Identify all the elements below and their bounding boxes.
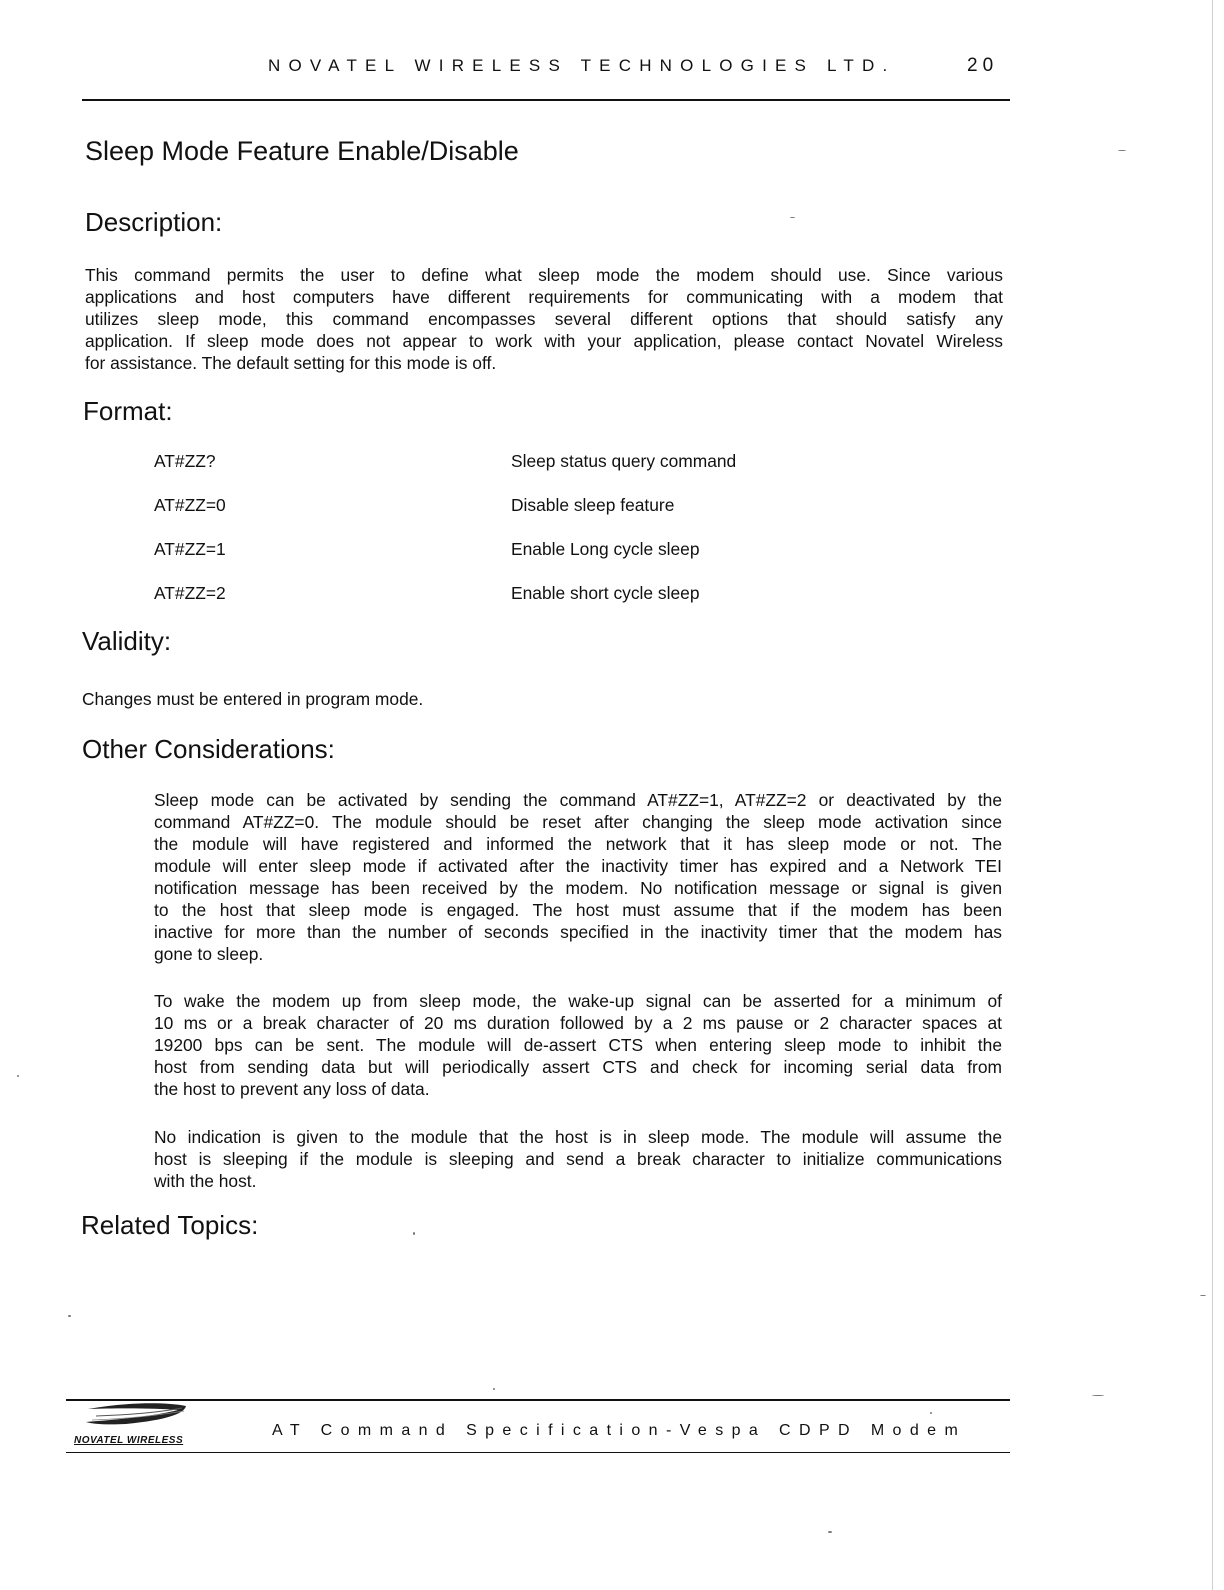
paragraph-line: notification message has been received by the modem. No notification message or signal is given bbox=[154, 878, 1002, 898]
page-number: 20 bbox=[967, 55, 999, 76]
considerations-paragraph bbox=[154, 1126, 1002, 1192]
description-line: This command permits the user to define what sleep mode the modem should use. Since various bbox=[85, 265, 1003, 285]
scan-speck bbox=[1092, 1395, 1104, 1396]
paragraph-line: module will enter sleep mode if activated after the inactivity timer has expired and a Network TEI bbox=[154, 856, 1002, 876]
format-command: AT#ZZ=0 bbox=[154, 495, 226, 515]
format-description: Enable Long cycle sleep bbox=[511, 539, 700, 559]
paragraph-line: the host to prevent any loss of data. bbox=[154, 1079, 430, 1099]
format-description: Sleep status query command bbox=[511, 451, 737, 471]
paragraph-line: inactive for more than the number of seconds specified in the inactivity timer that the modem has bbox=[154, 922, 1002, 942]
paragraph-line: the module will have registered and informed the network that it has sleep mode or not. The bbox=[154, 834, 1002, 854]
format-command: AT#ZZ? bbox=[154, 451, 216, 471]
scan-speck bbox=[790, 217, 795, 218]
scan-speck bbox=[1200, 1295, 1206, 1296]
footer-rule-top bbox=[66, 1399, 1010, 1401]
format-description: Disable sleep feature bbox=[511, 495, 675, 515]
paragraph-line: to the host that sleep mode is engaged. The host must assume that if the modem has been bbox=[154, 900, 1002, 920]
paragraph-line: gone to sleep. bbox=[154, 944, 264, 964]
paragraph-line: 10 ms or a break character of 20 ms duration followed by a 2 ms pause or 2 character spaces at bbox=[154, 1013, 1002, 1033]
format-command: AT#ZZ=1 bbox=[154, 539, 226, 559]
footer-rule-bottom bbox=[66, 1452, 1010, 1453]
validity-heading: Validity: bbox=[82, 626, 172, 656]
scan-speck bbox=[68, 1315, 71, 1317]
description-line: application. If sleep mode does not appear to work with your application, please contact Novatel Wireless bbox=[85, 331, 1003, 351]
paragraph-line: Sleep mode can be activated by sending the command AT#ZZ=1, AT#ZZ=2 or deactivated by the bbox=[154, 790, 1002, 810]
paragraph-line: No indication is given to the module that the host is in sleep mode. The module will assume the bbox=[154, 1127, 1002, 1147]
scan-speck bbox=[413, 1232, 415, 1235]
description-line: utilizes sleep mode, this command encompasses several different options that should satisfy any bbox=[85, 309, 1003, 329]
footer-logo-text: NOVATEL WIRELESS bbox=[74, 1435, 184, 1446]
scan-speck bbox=[1118, 150, 1126, 151]
paragraph-line: 19200 bps can be sent. The module will de-assert CTS when entering sleep mode to inhibit the bbox=[154, 1035, 1002, 1055]
scan-speck bbox=[17, 1075, 19, 1077]
description-line: applications and host computers have different requirements for communicating with a modem that bbox=[85, 287, 1003, 307]
scan-speck bbox=[930, 1412, 932, 1414]
related-topics-heading: Related Topics: bbox=[81, 1210, 259, 1240]
other-considerations-heading: Other Considerations: bbox=[82, 734, 335, 764]
paragraph-line: command AT#ZZ=0. The module should be reset after changing the sleep mode activation since bbox=[154, 812, 1002, 832]
paragraph-line: To wake the modem up from sleep mode, the wake-up signal can be asserted for a minimum of bbox=[154, 991, 1002, 1011]
validity-text: Changes must be entered in program mode. bbox=[82, 689, 424, 709]
description-line: for assistance. The default setting for this mode is off. bbox=[85, 353, 497, 373]
considerations-paragraph bbox=[154, 990, 1002, 1100]
description-heading: Description: bbox=[85, 207, 223, 237]
description-paragraph bbox=[85, 264, 1003, 374]
footer-title: AT Command Specification-Vespa CDPD Modem bbox=[272, 1422, 967, 1439]
page-title: Sleep Mode Feature Enable/Disable bbox=[85, 136, 519, 166]
paragraph-line: host from sending data but will periodically assert CTS and check for incoming serial data from bbox=[154, 1057, 1002, 1077]
paragraph-line: with the host. bbox=[154, 1171, 257, 1191]
scan-speck bbox=[828, 1531, 832, 1533]
considerations-paragraph bbox=[154, 789, 1002, 965]
format-command: AT#ZZ=2 bbox=[154, 583, 226, 603]
header-rule bbox=[82, 99, 1010, 101]
format-heading: Format: bbox=[83, 396, 173, 426]
paragraph-line: host is sleeping if the module is sleeping and send a break character to initialize communications bbox=[154, 1149, 1002, 1169]
format-description: Enable short cycle sleep bbox=[511, 583, 700, 603]
header-company: NOVATEL WIRELESS TECHNOLOGIES LTD. bbox=[268, 56, 896, 75]
scan-speck bbox=[493, 1388, 495, 1390]
scan-edge-line bbox=[1212, 0, 1213, 1590]
